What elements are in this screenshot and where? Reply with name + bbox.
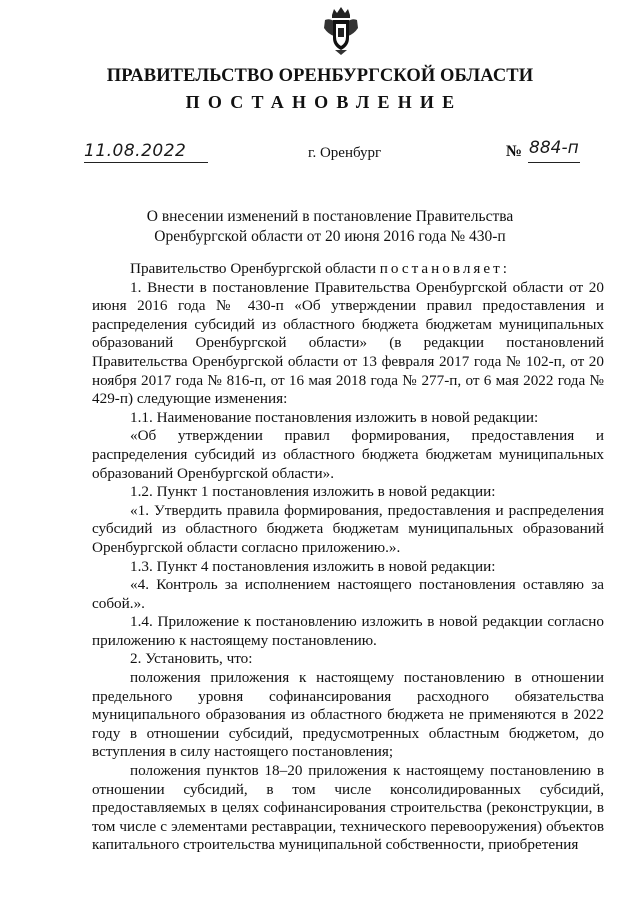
signature-date [84,141,209,161]
intro-resolves: постановляет [379,260,503,277]
document-subject [120,207,540,247]
paragraph-2-b: положения пунктов 18–20 приложения к настоящему постановлению в отношении субсидий, в том числе консолидированных субсидий, предоставляемых в целях софинансирования строительства (реконструкции, в том числе с элементами реставрации, технического перевооружения) объектов капитального строительства муниципальной собственности, приобретения [92,762,604,854]
document-number: 884-п [529,138,579,158]
subject-line-1: О внесении изменений в постановление Правительства [146,208,514,225]
paragraph-1-2-text: «1. Утвердить правила формирования, предоставления и распределения субсидий из областного бюджета бюджетам муниципальных образований Оренбургской области согласно приложению.». [92,501,604,556]
paragraph-2: 2. Установить, что: [130,650,253,668]
number-label: № [506,143,523,160]
government-title: ПРАВИТЕЛЬСТВО ОРЕНБУРГСКОЙ ОБЛАСТИ [106,66,534,86]
paragraph-2-a: положения приложения к настоящему постановлению в отношении предельного уровня софинансирования расходного обязательства муниципального образования из областного бюджета не применяются в 2022 году в отношении субсидий, предусмотренных областным бюджетом, до вступления в силу настоящего постановления; [92,669,604,761]
paragraph-1: 1. Внести в постановление Правительства Оренбургской области от 20 июня 2016 года № 430-п «Об утверждении правил предоставления и распределения субсидий из областного бюджета бюджетам муниципальных образований Оренбургской области» (в редакции постановлений Правительства Оренбургской области от 13 февраля 2017 года № 102-п, от 20 ноября 2017 года № 816-п, от 16 мая 2018 года № 277-п, от 6 мая 2022 года № 429-п) следующие изменения: [92,278,604,408]
intro-suffix: : [502,260,508,277]
paragraph-1-2: 1.2. Пункт 1 постановления изложить в новой редакции: [130,483,496,501]
document-type: ПОСТАНОВЛЕНИЕ [185,92,463,112]
date-value: 11.08.2022 [84,141,187,161]
date-underline [84,162,208,163]
coat-of-arms-icon [322,6,360,56]
paragraph-1-3-text: «4. Контроль за исполнением настоящего постановления оставляю за собой.». [92,576,604,612]
paragraph-1-1: 1.1. Наименование постановления изложить в новой редакции: [130,408,539,426]
number-underline [528,162,580,163]
paragraph-1-4: 1.4. Приложение к постановлению изложить в новой редакции согласно приложению к настоящему постановлению. [92,613,604,649]
document-body [92,260,604,855]
paragraph-1-1-text: «Об утверждении правил формирования, предоставления и распределения субсидий из областного бюджета бюджетам муниципальных образований Оренбургской области». [92,427,604,482]
intro-paragraph [92,260,604,279]
subject-line-2: Оренбургской области от 20 июня 2016 года № 430-п [154,228,506,245]
intro-prefix: Правительство Оренбургской области [130,260,380,277]
city: г. Оренбург [308,145,382,161]
paragraph-1-3: 1.3. Пункт 4 постановления изложить в новой редакции: [130,557,496,575]
